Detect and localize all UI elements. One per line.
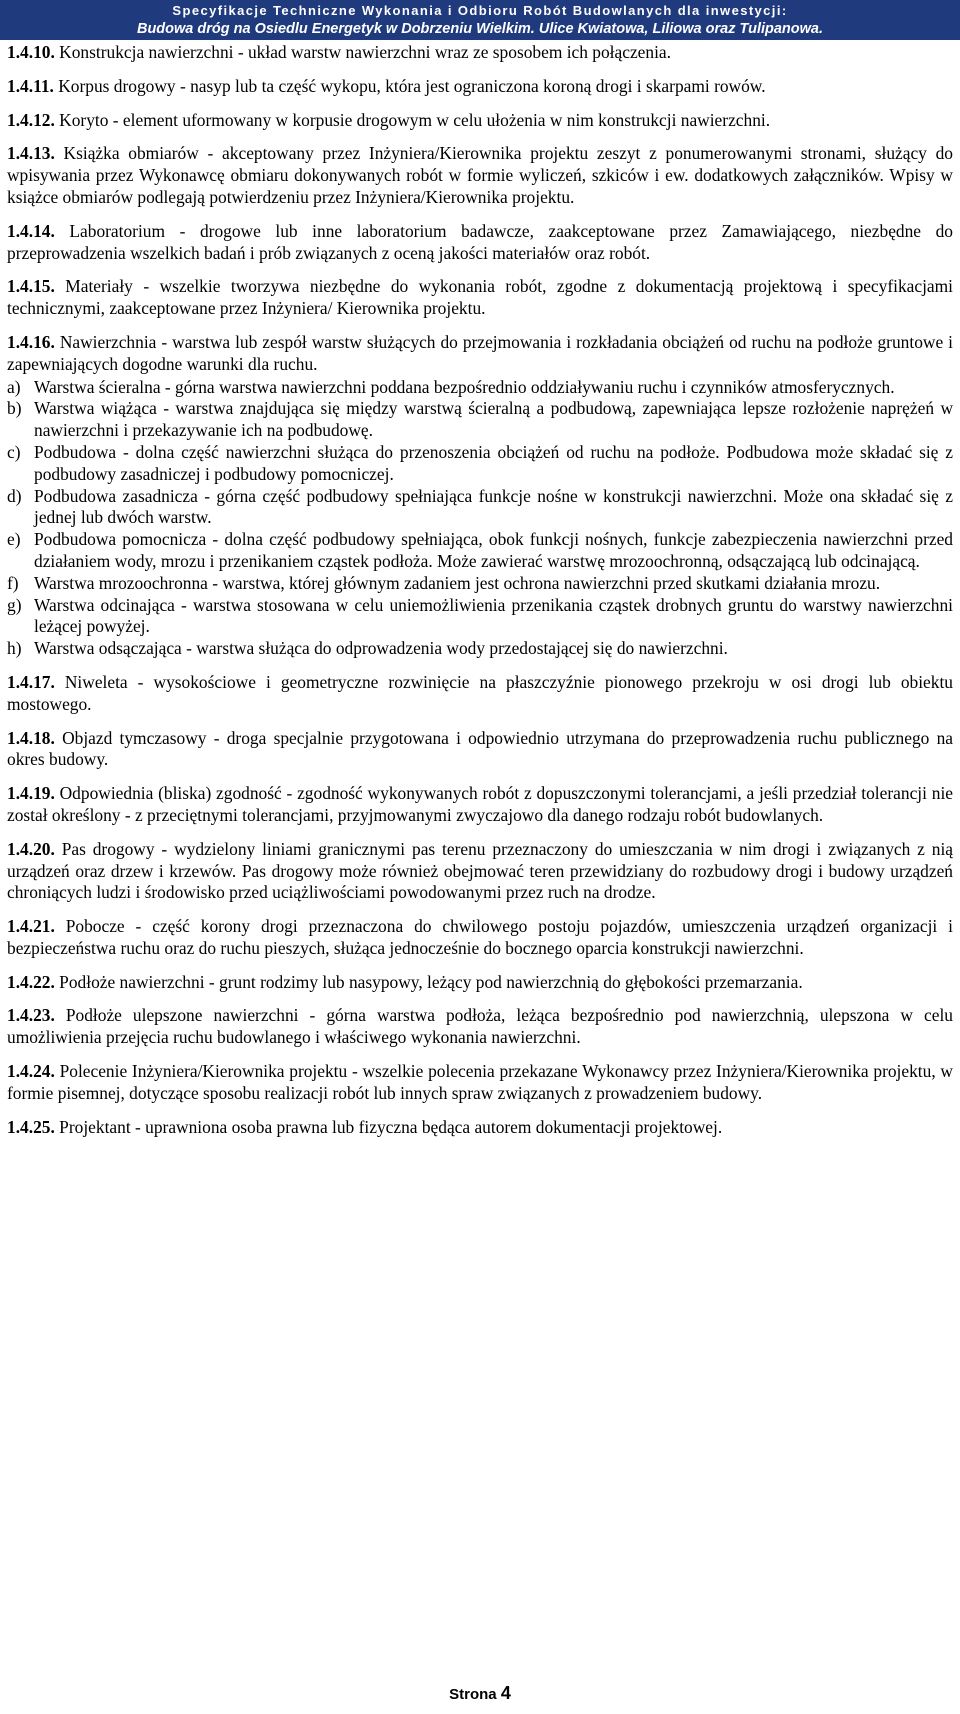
list-item [7, 529, 953, 573]
definition-text: Korpus drogowy - nasyp lub ta część wykopu, która jest ograniczona koroną drogi i skarpami rowów. [53, 75, 766, 96]
definition-text: Podłoże ulepszone nawierzchni - górna warstwa podłoża, leżąca bezpośrednio pod nawierzchnią, ulepszona w celu umożliwienia przejęcia ruchu budowlanego i właściwego wykonania nawierzchni. [7, 1005, 953, 1048]
definition-number: 1.4.24. [7, 1061, 55, 1082]
list-item-text: Podbudowa - dolna część nawierzchni służąca do przenoszenia obciążeń od ruchu na podłoże. Podbudowa może składać się z podbudowy zasadniczej i podbudowy pomocniczej. [34, 441, 953, 484]
definition-text: Materiały - wszelkie tworzywa niezbędne do wykonania robót, zgodne z dokumentacją projektową i specyfikacjami technicznymi, zaakceptowane przez Inżyniera/ Kierownika projektu. [7, 276, 953, 319]
list-item-label: a) [7, 376, 21, 397]
definitions-list-part-2 [7, 672, 953, 1139]
definition-number: 1.4.22. [7, 971, 55, 992]
list-item [7, 638, 953, 660]
list-item-text: Warstwa mrozoochronna - warstwa, której głównym zadaniem jest ochrona nawierzchni przed skutkami działania mrozu. [34, 572, 881, 593]
definition-text: Laboratorium - drogowe lub inne laboratorium badawcze, zaakceptowane przez Zamawiającego, niezbędne do przeprowadzenia wszelkich badań i prób związanych z oceną jakości materiałów oraz robót. [7, 220, 953, 263]
list-item-text: Warstwa odcinająca - warstwa stosowana w celu uniemożliwienia przenikania cząstek drobnych gruntu do warstwy nawierzchni leżącej powyżej. [34, 594, 953, 637]
definition-paragraph [7, 1061, 953, 1105]
definition-text: Nawierzchnia - warstwa lub zespół warstw służących do przejmowania i rozkładania obciążeń od ruchu na podłoże gruntowe i zapewniających dogodne warunki dla ruchu. [7, 331, 953, 374]
definition-paragraph [7, 916, 953, 960]
definition-paragraph [7, 332, 953, 376]
list-item-text: Podbudowa pomocnicza - dolna część podbudowy spełniająca, obok funkcji nośnych, funkcje zabezpieczenia nawierzchni przed działaniem wody, mrozu i przenikaniem cząstek podłoża. Może zawierać warstwę mrozoochronną, odsączającą lub odcinającą. [34, 529, 953, 571]
list-item [7, 442, 953, 486]
page-footer [0, 1683, 960, 1705]
definition-text: Objazd tymczasowy - droga specjalnie przygotowana i odpowiednio utrzymana do przeprowadzenia ruchu publicznego na okres budowy. [7, 727, 953, 770]
definition-text: Konstrukcja nawierzchni - układ warstw nawierzchni wraz ze sposobem ich połączenia. [54, 42, 671, 62]
document-header [0, 0, 960, 40]
definition-text: Podłoże nawierzchni - grunt rodzimy lub nasypowy, leżący pod nawierzchnią do głębokości przemarzania. [54, 971, 803, 992]
definition-paragraph [7, 1005, 953, 1049]
definition-paragraph [7, 728, 953, 772]
definition-number: 1.4.19. [7, 783, 55, 804]
definition-number: 1.4.17. [7, 671, 55, 692]
list-item-label: f) [7, 572, 19, 593]
definition-paragraph [7, 1117, 953, 1139]
definition-paragraph [7, 783, 953, 827]
definition-text: Pobocze - część korony drogi przeznaczona do chwilowego postoju pojazdów, umieszczenia urządzeń organizacji i bezpieczeństwa ruchu oraz do ruchu pieszych, służąca jednocześnie do bocznego oparcia konstrukcji nawierzchni. [7, 916, 953, 958]
list-item [7, 377, 953, 399]
list-item-text: Warstwa odsączająca - warstwa służąca do odprowadzenia wody przedostającej się do nawierzchni. [34, 638, 728, 659]
definition-paragraph [7, 76, 953, 98]
list-item [7, 595, 953, 639]
definition-number: 1.4.12. [7, 109, 55, 130]
pavement-layers-list [7, 377, 953, 660]
definition-number: 1.4.21. [7, 916, 55, 937]
definition-number: 1.4.14. [7, 220, 55, 241]
definition-number: 1.4.11. [7, 75, 54, 96]
definition-number: 1.4.16. [7, 331, 55, 352]
list-item-label: e) [7, 529, 21, 550]
definition-paragraph [7, 110, 953, 132]
definition-number: 1.4.20. [7, 838, 55, 859]
definition-text: Pas drogowy - wydzielony liniami granicznymi pas terenu przeznaczony do umieszczania w nim drogi i związanych z nią urządzeń oraz drzew i krzewów. Pas drogowy może również obejmować teren przewidziany do rozbudowy drogi i budowy urządzeń chroniących ludzi i środowisko przed uciążliwościami powodowanymi przez ruch na drodze. [7, 838, 953, 903]
definition-text: Projektant - uprawniona osoba prawna lub fizyczna będąca autorem dokumentacji projektowej. [54, 1116, 723, 1137]
list-item-label: b) [7, 398, 22, 419]
definition-text: Odpowiednia (bliska) zgodność - zgodność wykonywanych robót z dopuszczonymi tolerancjami, a jeśli przedział tolerancji nie został określony - z przeciętnymi tolerancjami, przyjmowanymi zwyczajowo dla danego rodzaju robót budowlanych. [7, 783, 953, 825]
page-label: Strona [449, 1686, 497, 1703]
definition-paragraph [7, 143, 953, 208]
document-body [7, 42, 953, 1150]
list-item [7, 398, 953, 442]
definition-text: Polecenie Inżyniera/Kierownika projektu - wszelkie polecenia przekazane Wykonawcy przez Inżyniera/Kierownika projektu, w formie pisemnej, dotyczące sposobu realizacji robót lub innych spraw związanych z prowadzeniem budowy. [7, 1061, 953, 1103]
definition-text: Koryto - element uformowany w korpusie drogowym w celu ułożenia w nim konstrukcji nawierzchni. [54, 109, 771, 130]
page-number: 4 [500, 1683, 511, 1703]
definition-number: 1.4.23. [7, 1005, 55, 1026]
definition-number: 1.4.25. [7, 1116, 55, 1137]
list-item-text: Warstwa wiążąca - warstwa znajdująca się między warstwą ścieralną a podbudową, zapewniająca lepsze rozłożenie naprężeń w nawierzchni i przekazywanie ich na podbudowę. [34, 398, 953, 441]
definition-paragraph [7, 839, 953, 904]
list-item-label: h) [7, 638, 22, 659]
definition-number: 1.4.18. [7, 727, 55, 748]
definition-number: 1.4.15. [7, 276, 55, 297]
list-item-text: Podbudowa zasadnicza - górna część podbudowy spełniająca funkcje nośne w konstrukcji nawierzchni. Może ona składać się z jednej lub dwóch warstw. [34, 485, 953, 528]
list-item-text: Warstwa ścieralna - górna warstwa nawierzchni poddana bezpośrednio oddziaływaniu ruchu i czynników atmosferycznych. [34, 376, 895, 397]
definition-paragraph [7, 276, 953, 320]
list-item-label: g) [7, 594, 22, 615]
definition-paragraph [7, 672, 953, 716]
definition-text: Niweleta - wysokościowe i geometryczne rozwinięcie na płaszczyźnie pionowego przekroju w osi drogi lub obiektu mostowego. [7, 671, 953, 714]
definition-text: Książka obmiarów - akceptowany przez Inżyniera/Kierownika projektu zeszyt z ponumerowanymi stronami, służący do wpisywania przez Wykonawcę obmiaru dokonywanych robót w formie wyliczeń, szkiców i ew. dodatkowych załączników. Wpisy w książce obmiarów podlegają potwierdzeniu przez Inżyniera/Kierownika projektu. [7, 143, 953, 207]
definitions-list-part-1 [7, 42, 953, 376]
definition-number: 1.4.10. [7, 42, 55, 62]
header-subtitle: Budowa dróg na Osiedlu Energetyk w Dobrzeniu Wielkim. Ulice Kwiatowa, Liliowa oraz Tulipanowa. [136, 21, 824, 37]
list-item [7, 486, 953, 530]
definition-paragraph [7, 221, 953, 265]
definition-number: 1.4.13. [7, 143, 55, 164]
list-item [7, 573, 953, 595]
list-item-label: d) [7, 485, 22, 506]
definition-paragraph [7, 42, 953, 64]
list-item-label: c) [7, 441, 21, 462]
definition-paragraph [7, 972, 953, 994]
header-title: Specyfikacje Techniczne Wykonania i Odbioru Robót Budowlanych dla inwestycji: [172, 3, 788, 18]
